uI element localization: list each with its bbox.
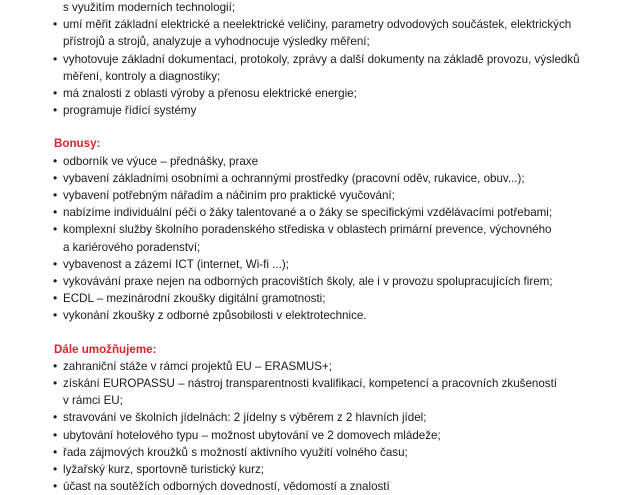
dale-heading: Dále umožňujeme: [54,342,157,356]
list-item: • ECDL – mezinárodní zkoušky digitální gramotnosti; [0,290,593,307]
list-item: • vykonání zkoušky z odborné způsobilosti v elektrotechnice. [0,307,593,324]
list-item: • účast na soutěžích odborných dovedností, vědomostí a znalostí [0,478,593,495]
list-item: • má znalosti z oblasti výroby a přenosu elektrické energie; [0,85,593,102]
skills-list [0,0,644,119]
list-item: • získání EUROPASSU – nástroj transparentnosti kvalifikací, kompetencí a pracovních zkušeností v rámci EU; [0,375,593,409]
dale-list [0,358,644,495]
list-item: • zahraniční stáže v rámci projektů EU – ERASMUS+; [0,358,593,375]
list-item: • stravování ve školních jídelnách: 2 jídelny s výběrem z 2 hlavních jídel; [0,409,593,426]
list-item: • odborník ve výuce – přednášky, praxe [0,153,593,170]
list-item: • vybavení potřebným nářadím a náčiním pro praktické vyučování; [0,187,593,204]
list-item: • řada zájmových kroužků s možností aktivního využití volného času; [0,444,593,461]
list-item: • vybavenost a zázemí ICT (internet, Wi-fi ...); [0,256,593,273]
list-item: • umí měřit základní elektrické a neelektrické veličiny, parametry odvodových součástek, elektrických přístrojů a strojů, analyzuje a vyhodnocuje výsledky měření; [0,16,593,50]
list-item: • programuje řídící systémy [0,102,593,119]
list-item: • ubytování hotelového typu – možnost ubytování ve 2 domovech mládeže; [0,427,593,444]
list-item: • lyžařský kurz, sportovně turistický kurz; [0,461,593,478]
list-item: • vyhotovuje základní dokumentaci, protokoly, zprávy a další dokumenty na základě provozu, výsledků měření, kontroly a diagnostiky; [0,51,593,85]
list-item: s využitím moderních technologií; [63,1,236,14]
list-item: • vykovávání praxe nejen na odborných pracovištích školy, ale i v provozu spolupracujících firem; [0,273,593,290]
list-item: • vybavení základními osobními a ochrannými prostředky (pracovní oděv, rukavice, obuv...); [0,170,593,187]
bonusy-heading: Bonusy: [54,137,101,151]
bonusy-list [0,153,644,325]
list-item: • komplexní služby školního poradenského střediska v oblastech primární prevence, výchovného a kariérového poradenství; [0,221,593,255]
list-item: • nabízíme individuální péči o žáky talentované a o žáky se specifickými vzdělávacími potřebami; [0,204,593,221]
